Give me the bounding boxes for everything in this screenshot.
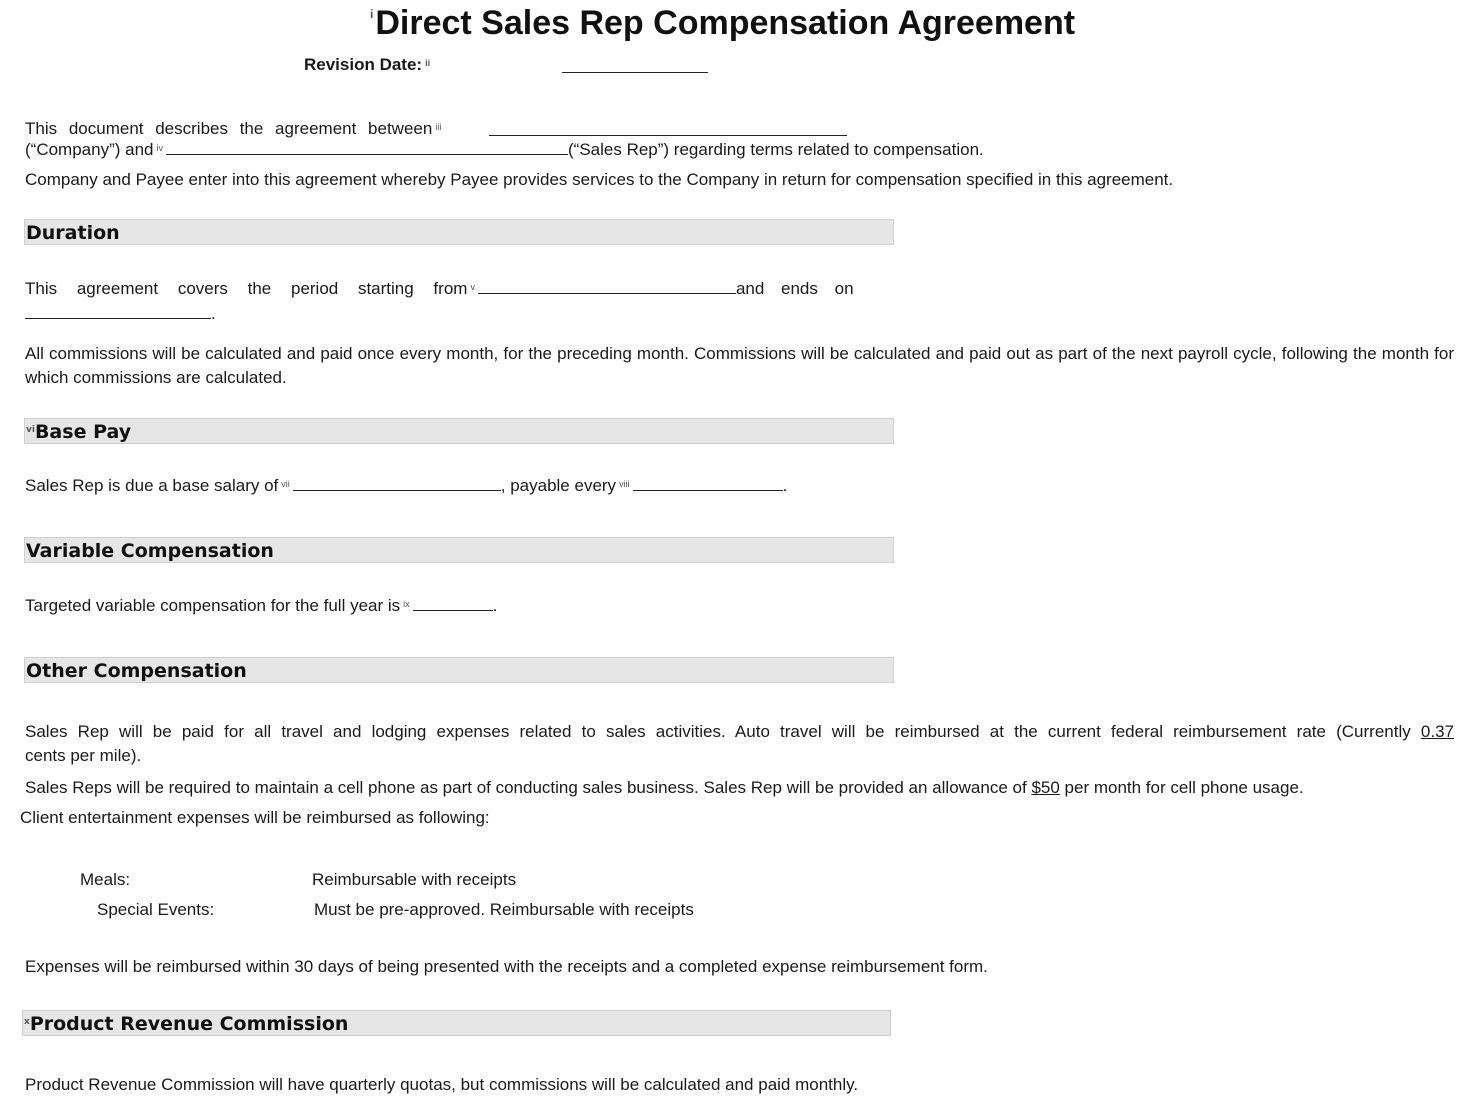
reimbursement-note: Expenses will be reimbursed within 30 days of being presented with the receipts and a completed expense reimbursement form.: [25, 957, 988, 976]
footnote-marker: v: [470, 282, 475, 292]
phone-allowance-amount: $50: [1031, 778, 1060, 797]
rep-label: (“Sales Rep”) regarding terms related to compensation.: [568, 140, 984, 159]
travel-paragraph-line-1: [25, 722, 1454, 742]
variable-end: .: [492, 596, 498, 615]
intro-text: This document describes the agreement between: [25, 119, 433, 138]
travel-paragraph-line-2: cents per mile).: [25, 746, 142, 765]
revision-label: Revision Date:: [304, 55, 423, 74]
base-salary-blank[interactable]: [293, 476, 501, 491]
heading-text: Other Compensation: [26, 660, 247, 682]
heading-text: Base Pay: [34, 421, 132, 443]
section-heading-other-compensation: [24, 657, 894, 683]
footnote-marker: iv: [156, 143, 163, 153]
phone-text: Sales Reps will be required to maintain a cell phone as part of conducting sales business. Sales Rep will be provided an allowance of: [25, 778, 1027, 797]
company-name-blank[interactable]: [489, 119, 847, 136]
variable-comp-blank[interactable]: [413, 596, 493, 611]
heading-text: Duration: [26, 222, 120, 244]
footnote-marker: ii: [425, 58, 431, 68]
expense-label-special-events: Special Events:: [97, 900, 215, 919]
company-label: (“Company”) and: [25, 140, 154, 159]
sales-rep-name-blank[interactable]: [166, 140, 568, 155]
duration-line: [25, 279, 854, 299]
heading-text: Variable Compensation: [26, 540, 274, 562]
commission-text: Product Revenue Commission will have quarterly quotas, but commissions will be calculated and paid monthly.: [25, 1075, 859, 1094]
base-salary-line: [25, 476, 787, 496]
footnote-marker: i: [370, 7, 374, 21]
revision-date: [304, 55, 433, 75]
intro-line-2: [25, 140, 984, 160]
payable-label: , payable every: [500, 476, 617, 495]
end-date-blank[interactable]: [25, 304, 211, 319]
section-heading-variable-compensation: [24, 537, 894, 563]
footnote-marker: iii: [435, 122, 442, 132]
pay-period-blank[interactable]: [633, 476, 783, 491]
heading-text: Product Revenue Commission: [29, 1013, 349, 1035]
footnote-marker: x: [24, 1017, 30, 1027]
phone-text-end: per month for cell phone usage.: [1064, 778, 1304, 797]
ends-label: and ends on: [735, 279, 854, 298]
variable-comp-line: [25, 596, 497, 616]
expense-value-special-events: Must be pre-approved. Reimbursable with receipts: [314, 900, 694, 919]
document-title: [370, 4, 1075, 43]
section-heading-product-revenue-commission: [22, 1010, 891, 1036]
revision-date-blank[interactable]: [562, 56, 708, 73]
commission-schedule-paragraph: All commissions will be calculated and paid once every month, for the preceding month. Commissions will be calculated and paid out as part of the next payroll cycle, following the month for which commissions are calculated.: [25, 344, 1454, 387]
end-period: .: [211, 304, 216, 323]
salary-end: .: [782, 476, 788, 495]
variable-label: Targeted variable compensation for the full year is: [25, 596, 401, 615]
end-date-line: [25, 304, 216, 324]
footnote-marker: vii: [281, 479, 290, 489]
mileage-rate: 0.37: [1420, 722, 1454, 741]
travel-text: Sales Rep will be paid for all travel and lodging expenses related to sales activities. Auto travel will be reimbursed at the current federal reimbursement rate (Currently: [25, 722, 1411, 741]
expense-value-meals: Reimbursable with receipts: [312, 870, 517, 889]
footnote-marker: vi: [26, 425, 35, 435]
phone-allowance-line: [25, 778, 1304, 798]
client-entertainment-intro: Client entertainment expenses will be reimbursed as following:: [20, 808, 490, 827]
title-text: Direct Sales Rep Compensation Agreement: [375, 4, 1076, 42]
section-heading-base-pay: [24, 418, 894, 444]
salary-label: Sales Rep is due a base salary of: [25, 476, 279, 495]
duration-text: This agreement covers the period starting from: [25, 279, 468, 298]
intro-line-3: Company and Payee enter into this agreement whereby Payee provides services to the Company in return for compensation specified in this agreement.: [25, 170, 1174, 189]
section-heading-duration: [24, 219, 894, 245]
start-date-blank[interactable]: [478, 279, 736, 294]
expense-label-meals: Meals:: [80, 870, 131, 889]
footnote-marker: ix: [403, 599, 410, 609]
footnote-marker: viii: [619, 479, 630, 489]
